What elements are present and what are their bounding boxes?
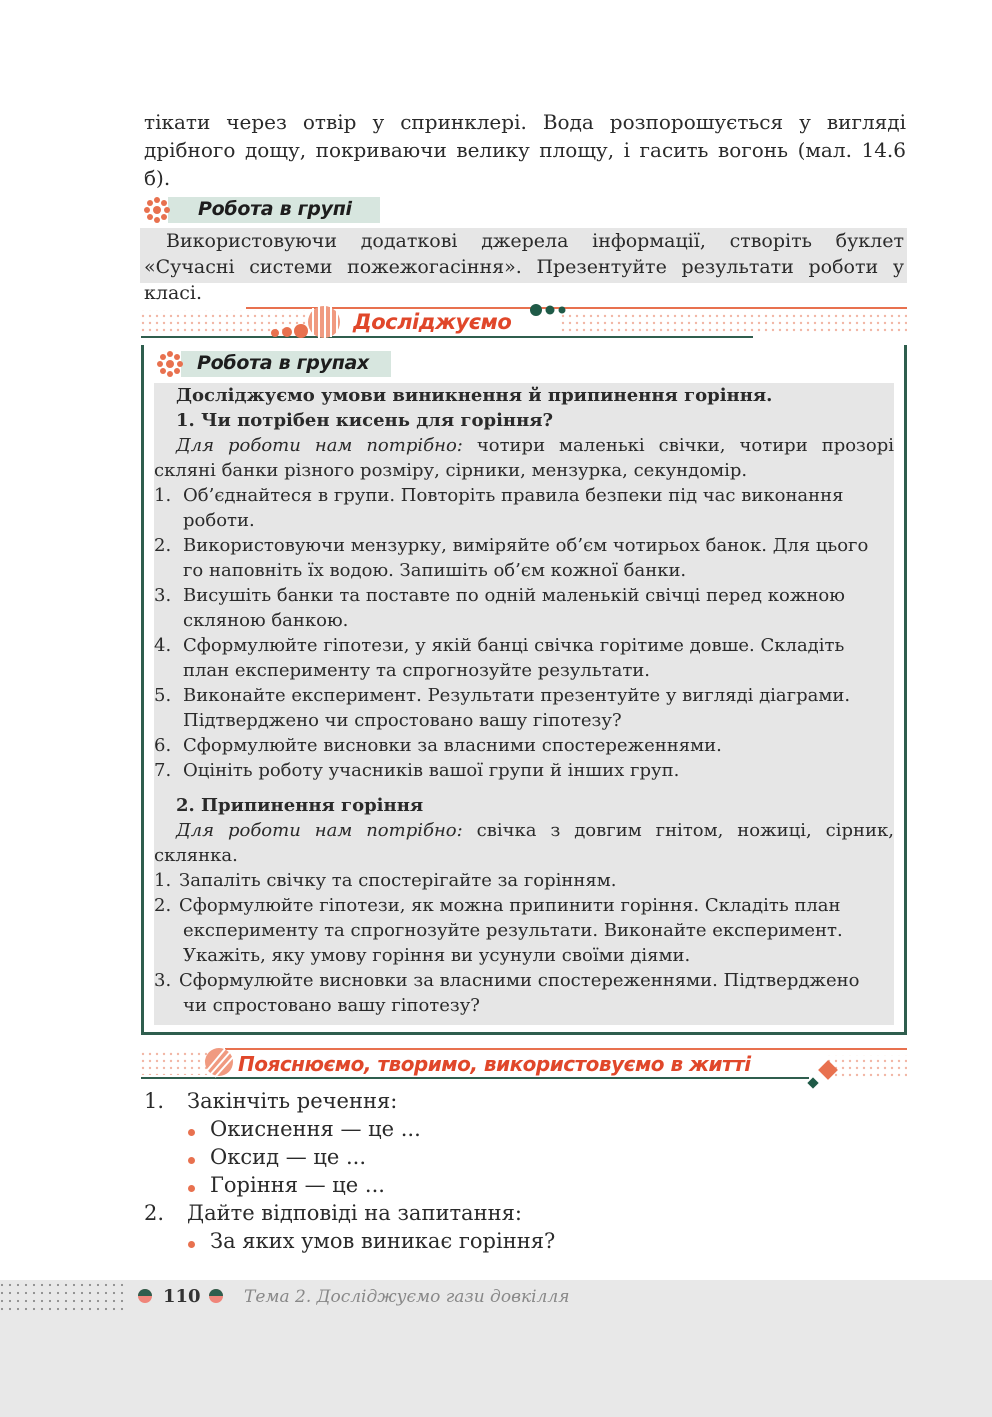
- part1-needs: [154, 433, 894, 483]
- bullet-icon: [188, 1185, 195, 1192]
- part1-title: 1. Чи потрібен кисень для горіння?: [176, 410, 554, 431]
- step-number: 7.: [154, 760, 172, 781]
- list-item: За яких умов виникає горіння?: [210, 1229, 556, 1253]
- part2-title: 2. Припинення горіння: [176, 795, 424, 816]
- group-work-heading: [142, 197, 382, 223]
- step-text-cont: го наповніть їх водою. Запишіть об’єм кожної банки.: [183, 560, 687, 581]
- group-work-block: [140, 228, 907, 304]
- step-text: Сформулюйте висновки за власними спостереженнями.: [183, 735, 722, 756]
- question-number: 2.: [144, 1201, 165, 1225]
- footer-dot-icon: [137, 1288, 153, 1304]
- step-number: 6.: [154, 735, 172, 756]
- intro-paragraph: тікати через отвір у спринклері. Вода розпорошується у вигляді дрібного дощу, покриваючи велику площу, і гасить вогонь (мал. 14.6 б).: [144, 110, 906, 190]
- groups-heading: [155, 351, 395, 377]
- step-text: Використовуючи мензурку, виміряйте об’єм чотирьох банок. Для цього: [183, 535, 869, 556]
- research-heading: Досліджуємо умови виникнення й припинення горіння.: [176, 385, 773, 406]
- bullet-icon: [188, 1157, 195, 1164]
- banner-decoration: [141, 300, 907, 345]
- step-text-cont: чи спростовано вашу гіпотезу?: [183, 995, 480, 1016]
- groups-title: Робота в групах: [197, 352, 370, 374]
- step-text: Сформулюйте гіпотези, у якій банці свічка горітиме довше. Складіть: [183, 635, 845, 656]
- group-work-text: Використовуючи додаткові джерела інформації, створіть буклет «Сучасні системи пожежогасіння». Презентуйте результати роботи у класі.: [144, 230, 904, 304]
- needs-label: Для роботи нам потрібно:: [176, 820, 463, 841]
- step-text-cont: скляною банкою.: [183, 610, 349, 631]
- part2-needs-text: свічка з довгим гнітом, ножиці, сірник, склянка.: [154, 820, 894, 866]
- step-text-cont: Підтверджено чи спростовано вашу гіпотезу?: [183, 710, 622, 731]
- research-banner-title: Досліджуємо: [353, 310, 512, 334]
- question-number: 1.: [144, 1089, 165, 1113]
- part2-needs: [154, 818, 894, 868]
- explain-banner-title: Пояснюємо, творимо, використовуємо в житті: [238, 1052, 751, 1076]
- page-footer: [0, 1280, 992, 1417]
- step-text-cont: експерименту та спрогнозуйте результати. Виконайте експеримент.: [183, 920, 843, 941]
- step-number: 4.: [154, 635, 172, 656]
- step-number: 5.: [154, 685, 172, 706]
- step-text: Виконайте експеримент. Результати презентуйте у вигляді діаграми.: [183, 685, 851, 706]
- dots-cluster-icon: [142, 195, 172, 225]
- step-text: Запаліть свічку та спостерігайте за горінням.: [179, 870, 617, 891]
- footer-dots-decoration: [0, 1283, 125, 1313]
- step-number: 2.: [154, 535, 172, 556]
- explain-banner: [141, 1045, 907, 1090]
- bullet-icon: [188, 1129, 195, 1136]
- part1-needs-text: чотири маленькі свічки, чотири прозорі скляні банки різного розміру, сірники, мензурка, секундомір.: [154, 435, 894, 481]
- step-text-cont: Укажіть, яку умову горіння ви усунули своїми діями.: [183, 945, 691, 966]
- bullet-icon: [188, 1241, 195, 1248]
- step-text: Сформулюйте гіпотези, як можна припинити горіння. Складіть план: [179, 895, 841, 916]
- footer-dot-icon: [208, 1288, 224, 1304]
- step-text-cont: план експерименту та спрогнозуйте результати.: [183, 660, 650, 681]
- step-number: 2.: [154, 895, 172, 916]
- step-text: Об’єднайтеся в групи. Повторіть правила безпеки під час виконання: [183, 485, 844, 506]
- needs-label: Для роботи нам потрібно:: [176, 435, 463, 456]
- step-number: 1.: [154, 485, 172, 506]
- research-banner: [141, 300, 907, 345]
- page-number: 110: [163, 1286, 201, 1307]
- step-number: 3.: [154, 970, 172, 991]
- step-text: Оцініть роботу учасників вашої групи й інших груп.: [183, 760, 680, 781]
- step-text: Сформулюйте висновки за власними спостереженнями. Підтверджено: [179, 970, 860, 991]
- step-number: 3.: [154, 585, 172, 606]
- list-item: Горіння — це ...: [210, 1173, 385, 1197]
- step-text-cont: роботи.: [183, 510, 255, 531]
- group-work-title: Робота в групі: [198, 198, 352, 220]
- list-item: Оксид — це ...: [210, 1145, 367, 1169]
- step-text: Висушіть банки та поставте по одній маленькій свічці перед кожною: [183, 585, 845, 606]
- step-number: 1.: [154, 870, 172, 891]
- list-item: Окиснення — це ...: [210, 1117, 421, 1141]
- question-text: Закінчіть речення:: [187, 1089, 398, 1113]
- footer-topic: Тема 2. Досліджуємо гази довкілля: [244, 1287, 570, 1307]
- dots-cluster-icon: [155, 349, 185, 379]
- question-text: Дайте відповіді на запитання:: [187, 1201, 522, 1225]
